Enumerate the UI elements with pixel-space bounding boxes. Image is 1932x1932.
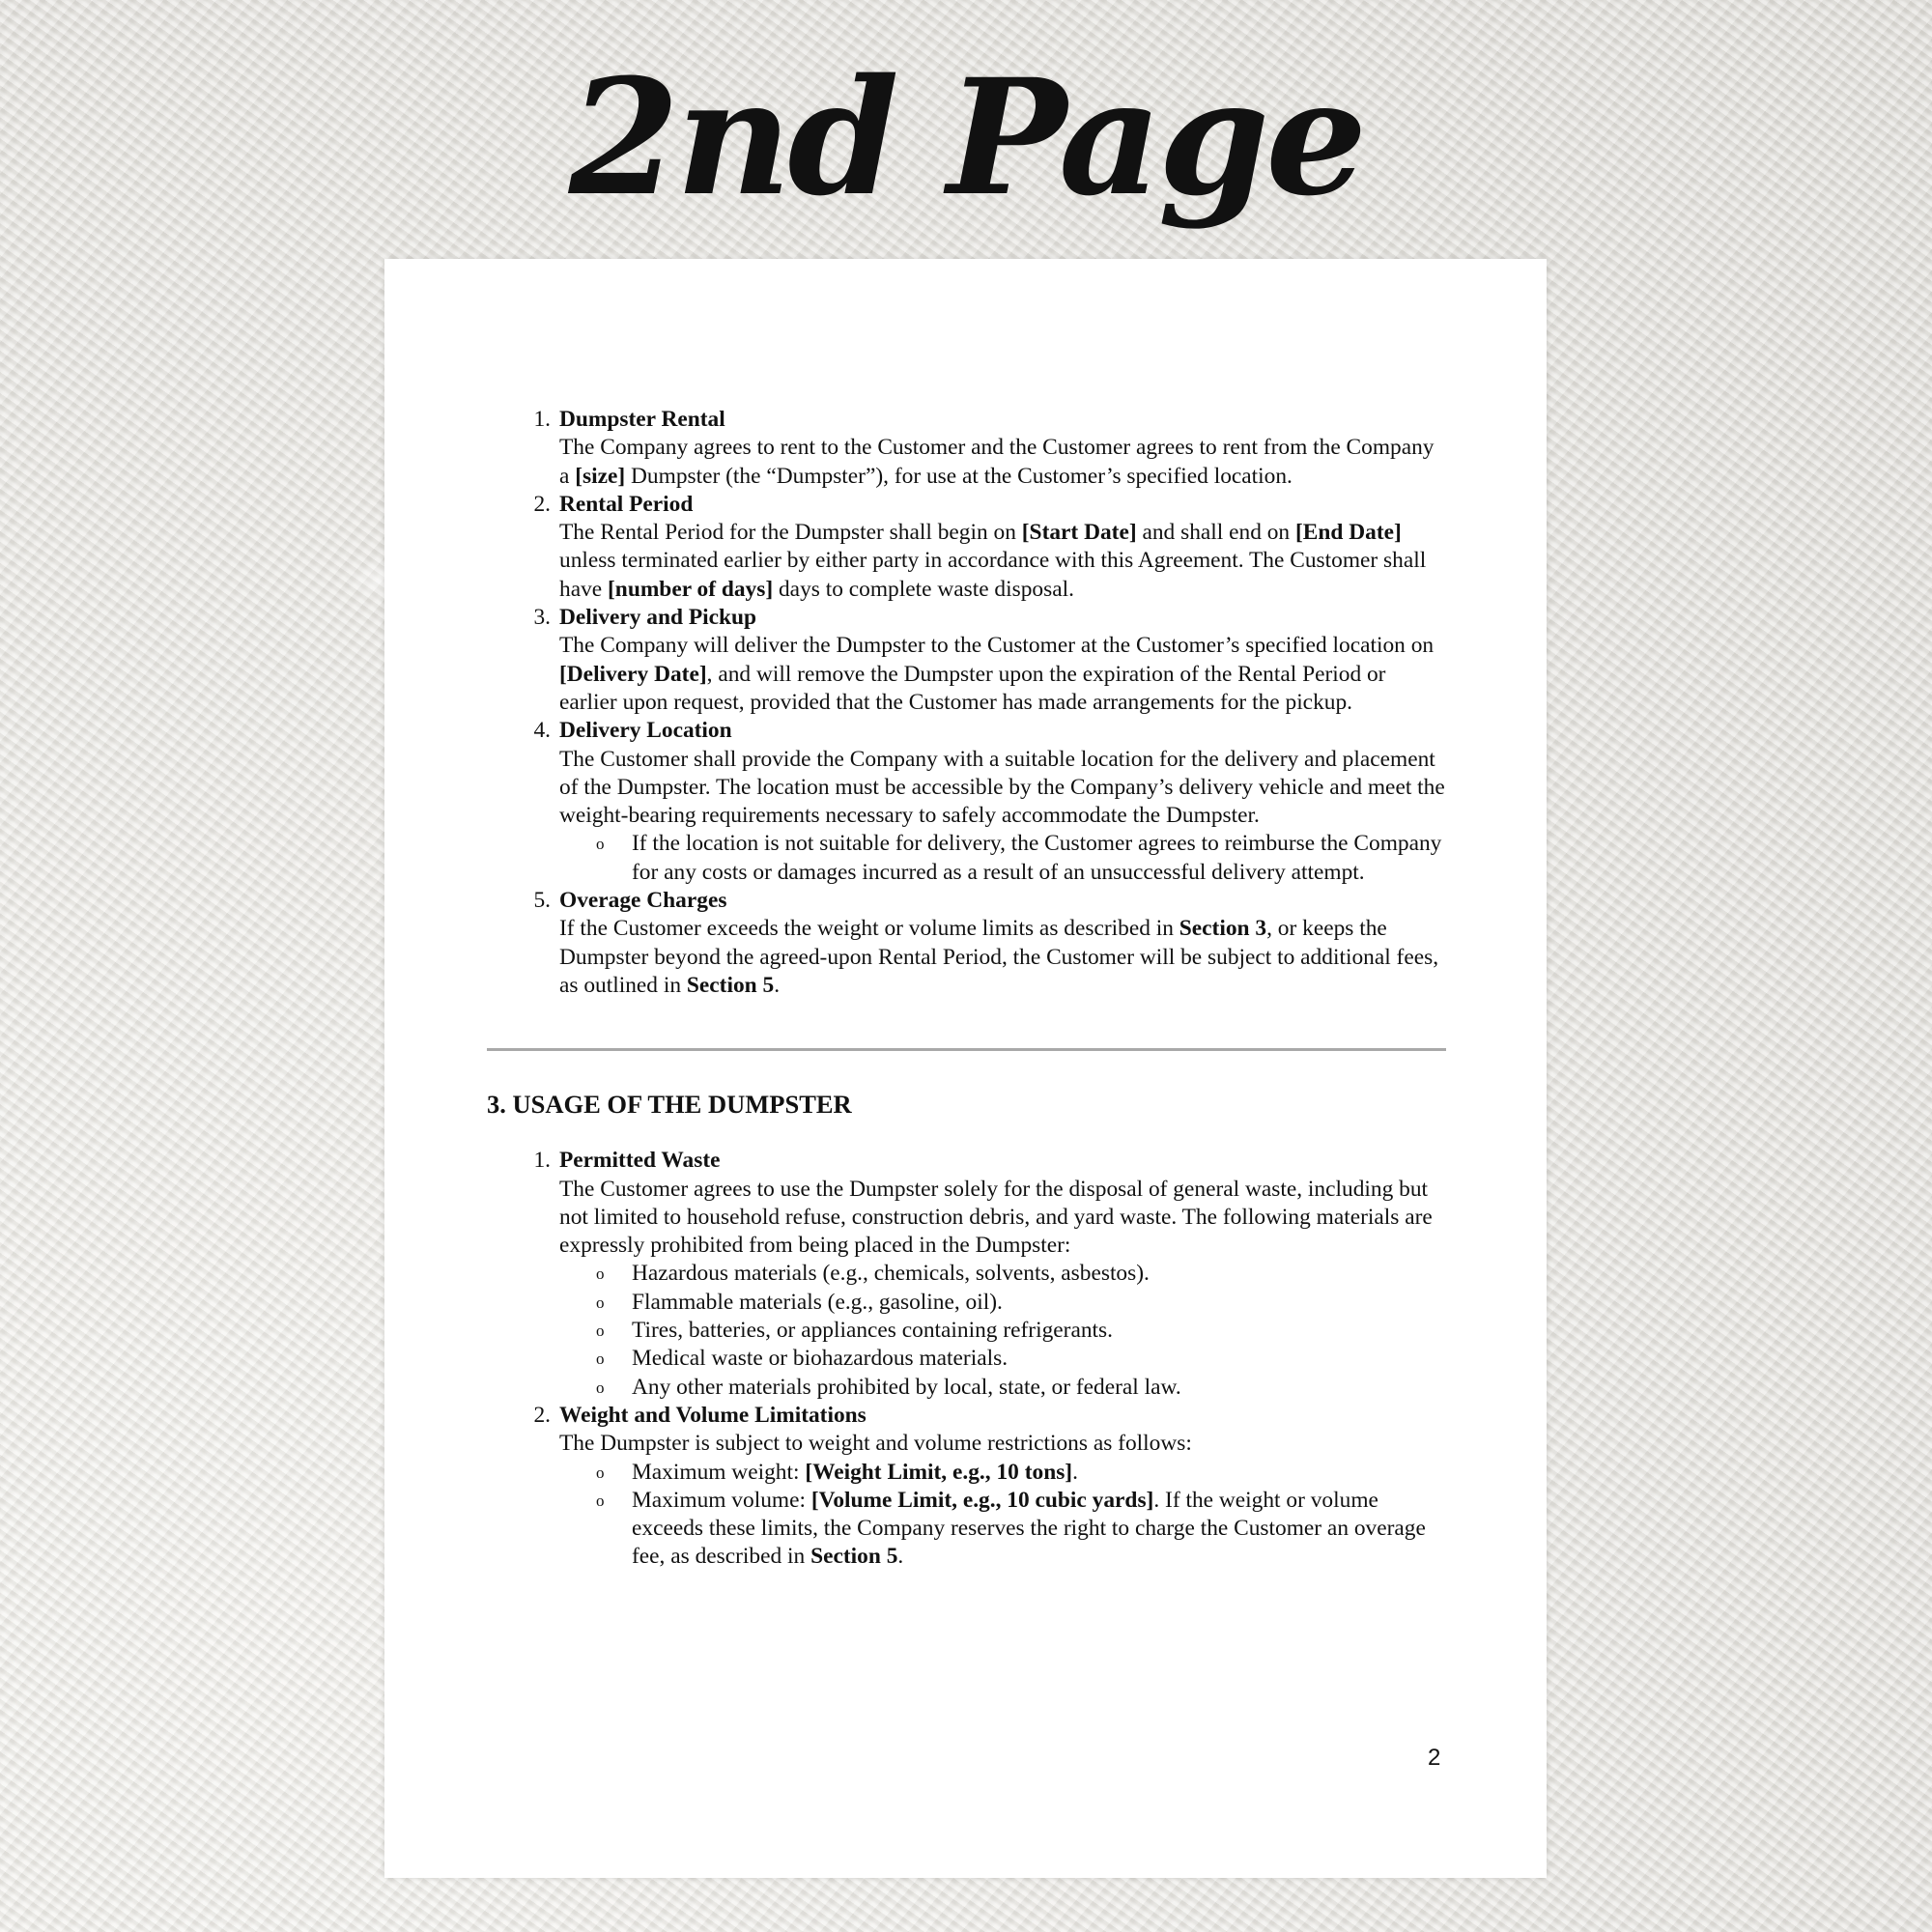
page-number: 2 bbox=[1428, 1745, 1441, 1771]
bullet-circle-icon: o bbox=[596, 1350, 605, 1369]
body-text: The Customer agrees to use the Dumpster solely for the disposal of general waste, including but not limited to household refuse, construction debris, and yard waste. The following materials are expressly prohibited from being placed in the Dumpster: bbox=[559, 1176, 1433, 1259]
sub-list-item bbox=[596, 1317, 1446, 1345]
sub-list-item bbox=[596, 1459, 1446, 1487]
body-text: Maximum weight: bbox=[632, 1459, 806, 1485]
body-text: If the location is not suitable for delivery, the Customer agrees to reimburse the Company for any costs or damages incurred as a result of an unsuccessful delivery attempt. bbox=[632, 831, 1442, 885]
bullet-circle-icon: o bbox=[596, 1264, 605, 1284]
body-text: Dumpster (the “Dumpster”), for use at the Customer’s specified location. bbox=[625, 463, 1293, 489]
body-text: Tires, batteries, or appliances containing refrigerants. bbox=[632, 1318, 1113, 1344]
item-paragraph bbox=[559, 1430, 1446, 1458]
item-paragraph bbox=[559, 746, 1446, 831]
body-text: and shall end on bbox=[1136, 520, 1295, 546]
body-text: , or keeps the Dumpster beyond the agreed-upon Rental Period, the Customer will be subject to additional fees, as outlined in bbox=[559, 916, 1439, 998]
item-paragraph bbox=[559, 1176, 1446, 1261]
body-text: . If the weight or volume exceeds these limits, the Company reserves the right to charge the Customer an overage fee, as described in bbox=[632, 1487, 1426, 1570]
sub-list-item bbox=[596, 1374, 1446, 1402]
body-text: The Company will deliver the Dumpster to the Customer at the Customer’s specified location on bbox=[559, 633, 1435, 659]
placeholder-text: [Start Date] bbox=[1021, 520, 1137, 546]
body-text: The Customer shall provide the Company with a suitable location for the delivery and placement of the Dumpster. The location must be accessible by the Company’s delivery vehicle and meet the weight-bearing requirements necessary to safely accommodate the Dumpster. bbox=[559, 746, 1445, 829]
item-paragraph bbox=[559, 434, 1446, 491]
sub-list-item bbox=[596, 1345, 1446, 1373]
body-text: The Rental Period for the Dumpster shall begin on bbox=[559, 520, 1022, 546]
placeholder-text: Section 3 bbox=[1179, 916, 1267, 942]
section-3-heading: 3. USAGE OF THE DUMPSTER bbox=[487, 1090, 852, 1120]
list-item bbox=[533, 491, 1446, 604]
bullet-circle-icon: o bbox=[596, 835, 605, 854]
list-item bbox=[533, 717, 1446, 887]
item-number: 4. bbox=[533, 718, 551, 744]
body-text: . bbox=[897, 1544, 904, 1570]
placeholder-text: [size] bbox=[575, 463, 626, 489]
section-3-list bbox=[487, 1147, 1446, 1571]
body-text: days to complete waste disposal. bbox=[773, 576, 1074, 602]
placeholder-text: [End Date] bbox=[1294, 520, 1402, 546]
sub-list bbox=[559, 1459, 1446, 1572]
item-number: 5. bbox=[533, 888, 551, 914]
body-text: Maximum volume: bbox=[632, 1487, 811, 1513]
placeholder-text: [Weight Limit, e.g., 10 tons] bbox=[805, 1459, 1073, 1485]
body-text: Any other materials prohibited by local, state, or federal law. bbox=[632, 1374, 1181, 1400]
placeholder-text: [Delivery Date] bbox=[559, 661, 707, 687]
item-number: 2. bbox=[533, 1402, 551, 1428]
sub-list-item bbox=[596, 1289, 1446, 1317]
body-text: unless terminated earlier by either party in accordance with this Agreement. The Customer shall have bbox=[559, 548, 1427, 602]
body-text: , and will remove the Dumpster upon the expiration of the Rental Period or earlier upon request, provided that the Customer has made arrangements for the pickup. bbox=[559, 661, 1386, 715]
body-text: The Company agrees to rent to the Customer and the Customer agrees to rent from the Company a bbox=[559, 435, 1435, 489]
body-text: Hazardous materials (e.g., chemicals, solvents, asbestos). bbox=[632, 1261, 1150, 1287]
page-headline: 2nd Page bbox=[568, 43, 1364, 231]
item-paragraph bbox=[559, 915, 1446, 1000]
placeholder-text: Section 5 bbox=[810, 1544, 898, 1570]
horizontal-divider bbox=[487, 1048, 1446, 1051]
item-number: 1. bbox=[533, 407, 551, 432]
list-item bbox=[533, 1147, 1446, 1402]
sub-list bbox=[559, 830, 1446, 887]
sub-list bbox=[559, 1260, 1446, 1401]
body-text: Flammable materials (e.g., gasoline, oil). bbox=[632, 1289, 1003, 1315]
item-title: Rental Period bbox=[559, 491, 694, 517]
bullet-circle-icon: o bbox=[596, 1293, 605, 1312]
sub-list-item bbox=[596, 1487, 1446, 1572]
document-page bbox=[384, 259, 1547, 1878]
body-text: . bbox=[1072, 1459, 1078, 1485]
sub-list-item bbox=[596, 1260, 1446, 1288]
sub-list-item bbox=[596, 830, 1446, 887]
item-title: Permitted Waste bbox=[559, 1148, 721, 1174]
list-item bbox=[533, 1402, 1446, 1572]
item-title: Delivery Location bbox=[559, 718, 732, 744]
bullet-circle-icon: o bbox=[596, 1491, 605, 1510]
item-number: 3. bbox=[533, 605, 551, 631]
item-number: 1. bbox=[533, 1148, 551, 1174]
item-paragraph bbox=[559, 519, 1446, 604]
body-text: Medical waste or biohazardous materials. bbox=[632, 1346, 1009, 1372]
body-text: If the Customer exceeds the weight or volume limits as described in bbox=[559, 916, 1179, 942]
item-paragraph bbox=[559, 632, 1446, 717]
section-2-list bbox=[487, 406, 1446, 1000]
list-item bbox=[533, 887, 1446, 1000]
list-item bbox=[533, 604, 1446, 717]
bullet-circle-icon: o bbox=[596, 1463, 605, 1482]
item-title: Weight and Volume Limitations bbox=[559, 1402, 867, 1428]
item-title: Delivery and Pickup bbox=[559, 605, 757, 631]
body-text: The Dumpster is subject to weight and volume restrictions as follows: bbox=[559, 1431, 1192, 1457]
placeholder-text: [number of days] bbox=[608, 576, 774, 602]
bullet-circle-icon: o bbox=[596, 1321, 605, 1341]
item-number: 2. bbox=[533, 491, 551, 517]
item-title: Dumpster Rental bbox=[559, 407, 725, 432]
bullet-circle-icon: o bbox=[596, 1378, 605, 1397]
item-title: Overage Charges bbox=[559, 888, 727, 914]
placeholder-text: [Volume Limit, e.g., 10 cubic yards] bbox=[810, 1487, 1154, 1513]
list-item bbox=[533, 406, 1446, 491]
body-text: . bbox=[774, 972, 781, 998]
document-body bbox=[487, 406, 1446, 1572]
placeholder-text: Section 5 bbox=[686, 972, 775, 998]
